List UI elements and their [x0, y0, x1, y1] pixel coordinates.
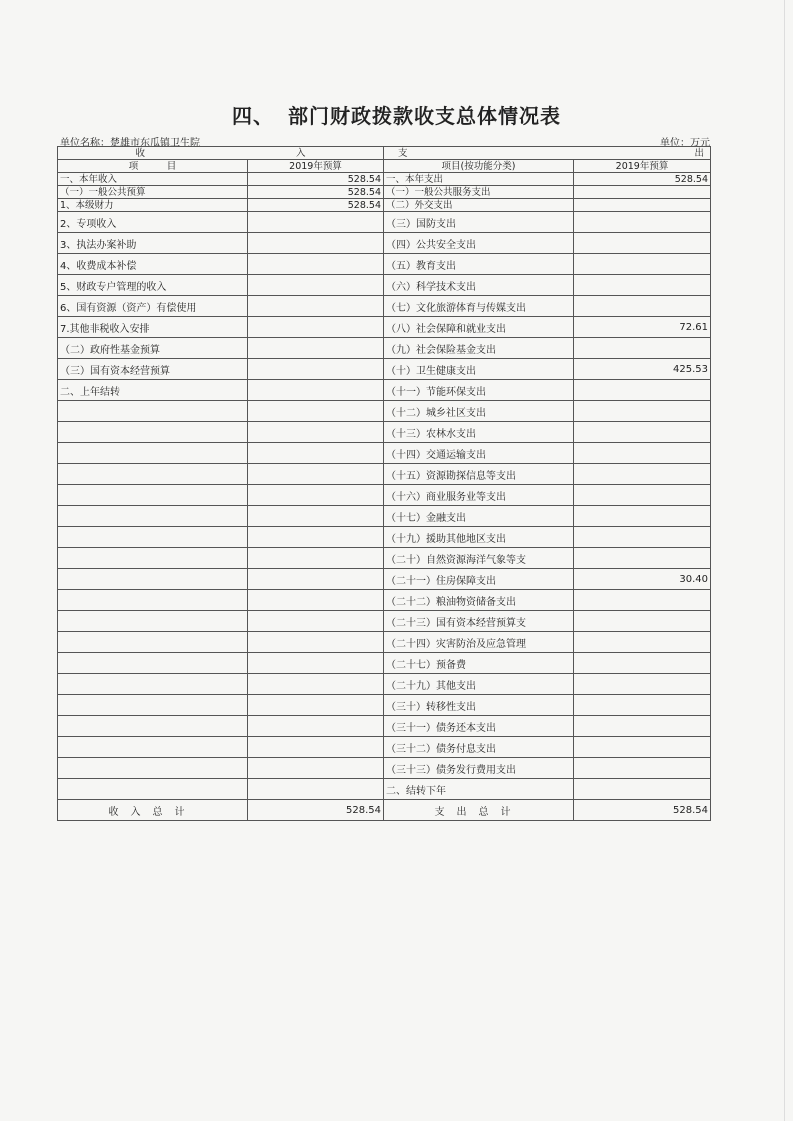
expense-item-cell: （十九）援助其他地区支出 [384, 527, 574, 548]
expense-total-label: 支出总计 [384, 800, 574, 821]
income-value-cell [248, 590, 384, 611]
table-row [58, 695, 711, 716]
expense-item-cell: （七）文化旅游体育与传媒支出 [384, 296, 574, 317]
table-row [58, 590, 711, 611]
income-value-cell [248, 401, 384, 422]
expense-value-cell [574, 422, 711, 443]
income-item-cell [58, 422, 248, 443]
income-value-cell [248, 296, 384, 317]
expense-item-cell: （六）科学技术支出 [384, 275, 574, 296]
income-total-label: 收入总计 [58, 800, 248, 821]
expense-value-cell [574, 506, 711, 527]
expense-value-cell [574, 401, 711, 422]
table-row [58, 758, 711, 779]
totals-row [58, 800, 711, 821]
header-column-row [58, 160, 711, 173]
expense-value-cell [574, 632, 711, 653]
income-value-cell [248, 359, 384, 380]
income-value-cell [248, 611, 384, 632]
income-item-cell [58, 485, 248, 506]
expense-total-value: 528.54 [574, 800, 711, 821]
income-value-cell [248, 674, 384, 695]
income-value-cell: 528.54 [248, 173, 384, 186]
expense-value-cell [574, 464, 711, 485]
income-item-cell [58, 569, 248, 590]
table-row [58, 338, 711, 359]
table-row [58, 254, 711, 275]
expense-value-cell [574, 779, 711, 800]
income-item-cell [58, 716, 248, 737]
expense-item-cell: 一、本年支出 [384, 173, 574, 186]
expense-item-cell: （十）卫生健康支出 [384, 359, 574, 380]
expense-value-cell [574, 275, 711, 296]
income-item-cell: 2、专项收入 [58, 212, 248, 233]
expense-item-cell: （二十七）预备费 [384, 653, 574, 674]
income-value-cell [248, 506, 384, 527]
expense-group-header [384, 147, 711, 160]
expense-item-cell: （十一）节能环保支出 [384, 380, 574, 401]
expense-item-cell: （四）公共安全支出 [384, 233, 574, 254]
income-item-cell: 6、国有资源（资产）有偿使用 [58, 296, 248, 317]
table-row [58, 653, 711, 674]
table-row [58, 716, 711, 737]
income-item-cell: 二、上年结转 [58, 380, 248, 401]
income-value-cell [248, 317, 384, 338]
expense-value-cell [574, 590, 711, 611]
expense-value-cell: 30.40 [574, 569, 711, 590]
income-item-cell [58, 590, 248, 611]
expense-value-cell [574, 695, 711, 716]
expense-value-cell [574, 716, 711, 737]
table-row [58, 569, 711, 590]
expense-item-cell: （十六）商业服务业等支出 [384, 485, 574, 506]
expense-item-cell: （八）社会保障和就业支出 [384, 317, 574, 338]
income-value-cell [248, 485, 384, 506]
expense-item-cell: （三十一）债务还本支出 [384, 716, 574, 737]
expense-value-cell [574, 443, 711, 464]
table-row [58, 186, 711, 199]
income-item-cell: （一）一般公共预算 [58, 186, 248, 199]
income-item-cell: 3、执法办案补助 [58, 233, 248, 254]
expense-item-cell: （三十）转移性支出 [384, 695, 574, 716]
expense-value-cell [574, 186, 711, 199]
income-item-header: 项 目 [58, 160, 248, 173]
income-value-cell [248, 275, 384, 296]
table-row [58, 199, 711, 212]
expense-value-cell [574, 338, 711, 359]
unit-measure: 单位：万元 [660, 138, 710, 149]
table-row [58, 401, 711, 422]
income-value-cell [248, 233, 384, 254]
expense-budget-header: 2019年预算 [574, 160, 711, 173]
expense-item-cell: （十五）资源勘探信息等支出 [384, 464, 574, 485]
table-row [58, 674, 711, 695]
title-number: 四、 [232, 104, 274, 128]
income-item-cell [58, 506, 248, 527]
income-item-cell: 一、本年收入 [58, 173, 248, 186]
title-text: 部门财政拨款收支总体情况表 [288, 104, 561, 128]
expense-value-cell [574, 611, 711, 632]
income-item-cell [58, 653, 248, 674]
income-value-cell [248, 569, 384, 590]
income-item-cell: 5、财政专户管理的收入 [58, 275, 248, 296]
income-item-cell [58, 527, 248, 548]
expense-value-cell [574, 548, 711, 569]
expense-value-cell [574, 653, 711, 674]
income-value-cell [248, 464, 384, 485]
table-row [58, 611, 711, 632]
expense-value-cell: 72.61 [574, 317, 711, 338]
expense-item-cell: （二十二）粮油物资储备支出 [384, 590, 574, 611]
unit-name: 单位名称：楚雄市东瓜镇卫生院 [60, 138, 200, 149]
header-group-row [58, 147, 711, 160]
income-group-right: 入 [295, 147, 306, 159]
table-row [58, 212, 711, 233]
expense-value-cell [574, 674, 711, 695]
income-item-cell: 4、收费成本补偿 [58, 254, 248, 275]
expense-item-cell: （五）教育支出 [384, 254, 574, 275]
income-value-cell [248, 380, 384, 401]
expense-value-cell [574, 485, 711, 506]
expense-item-cell: （三）国防支出 [384, 212, 574, 233]
income-item-cell: 1、本级财力 [58, 199, 248, 212]
income-value-cell [248, 212, 384, 233]
scan-edge [784, 0, 785, 1121]
income-group-header [58, 147, 384, 160]
income-item-cell [58, 464, 248, 485]
income-value-cell [248, 716, 384, 737]
table-row [58, 527, 711, 548]
expense-value-cell [574, 296, 711, 317]
expense-group-right: 出 [694, 147, 704, 159]
income-item-cell: 7.其他非税收入安排 [58, 317, 248, 338]
expense-item-cell: （十七）金融支出 [384, 506, 574, 527]
income-value-cell [248, 653, 384, 674]
table-row [58, 422, 711, 443]
expense-item-cell: （三十二）债务付息支出 [384, 737, 574, 758]
expense-value-cell [574, 212, 711, 233]
income-value-cell [248, 548, 384, 569]
expense-value-cell [574, 254, 711, 275]
table-row [58, 506, 711, 527]
income-value-cell [248, 422, 384, 443]
expense-item-cell: （二十三）国有资本经营预算支 [384, 611, 574, 632]
table-row [58, 443, 711, 464]
income-value-cell [248, 527, 384, 548]
income-value-cell [248, 254, 384, 275]
expense-value-cell: 425.53 [574, 359, 711, 380]
table-row [58, 359, 711, 380]
income-value-cell [248, 632, 384, 653]
income-value-cell: 528.54 [248, 199, 384, 212]
income-value-cell [248, 758, 384, 779]
income-value-cell [248, 737, 384, 758]
table-row [58, 464, 711, 485]
table-row [58, 233, 711, 254]
expense-group-left: 支 [398, 147, 408, 159]
income-group-left: 收 [135, 147, 145, 159]
income-item-cell [58, 758, 248, 779]
income-item-cell [58, 632, 248, 653]
expense-item-cell: （十三）农林水支出 [384, 422, 574, 443]
expense-value-cell [574, 233, 711, 254]
income-item-cell [58, 695, 248, 716]
income-budget-header: 2019年预算 [248, 160, 384, 173]
expense-item-cell: （三十三）债务发行费用支出 [384, 758, 574, 779]
table-row [58, 173, 711, 186]
income-value-cell [248, 443, 384, 464]
expense-item-cell: （十二）城乡社区支出 [384, 401, 574, 422]
income-item-cell [58, 401, 248, 422]
income-item-cell: （二）政府性基金预算 [58, 338, 248, 359]
income-total-value: 528.54 [248, 800, 384, 821]
expense-item-header: 项目(按功能分类) [384, 160, 574, 173]
table-row [58, 632, 711, 653]
income-item-cell [58, 548, 248, 569]
expense-item-cell: （二十）自然资源海洋气象等支 [384, 548, 574, 569]
income-item-cell [58, 611, 248, 632]
expense-item-cell: （十四）交通运输支出 [384, 443, 574, 464]
table-row [58, 737, 711, 758]
table-row [58, 485, 711, 506]
expense-value-cell [574, 380, 711, 401]
table-body [58, 173, 711, 800]
expense-item-cell: （二十九）其他支出 [384, 674, 574, 695]
income-item-cell [58, 779, 248, 800]
expense-value-cell [574, 199, 711, 212]
page-title [0, 100, 793, 129]
income-value-cell: 528.54 [248, 186, 384, 199]
income-item-cell [58, 443, 248, 464]
table-row [58, 380, 711, 401]
expense-item-cell: （二）外交支出 [384, 199, 574, 212]
expense-value-cell [574, 527, 711, 548]
expense-item-cell: （一）一般公共服务支出 [384, 186, 574, 199]
expense-value-cell: 528.54 [574, 173, 711, 186]
table-row [58, 548, 711, 569]
expense-item-cell: （二十四）灾害防治及应急管理 [384, 632, 574, 653]
expense-item-cell: 二、结转下年 [384, 779, 574, 800]
expense-item-cell: （二十一）住房保障支出 [384, 569, 574, 590]
expense-item-cell: （九）社会保险基金支出 [384, 338, 574, 359]
budget-table [57, 146, 711, 821]
table-row [58, 275, 711, 296]
expense-value-cell [574, 737, 711, 758]
income-item-cell [58, 674, 248, 695]
income-value-cell [248, 695, 384, 716]
income-item-cell: （三）国有资本经营预算 [58, 359, 248, 380]
table-row [58, 317, 711, 338]
income-value-cell [248, 779, 384, 800]
income-value-cell [248, 338, 384, 359]
table-row [58, 779, 711, 800]
table-row [58, 296, 711, 317]
income-item-cell [58, 737, 248, 758]
expense-value-cell [574, 758, 711, 779]
